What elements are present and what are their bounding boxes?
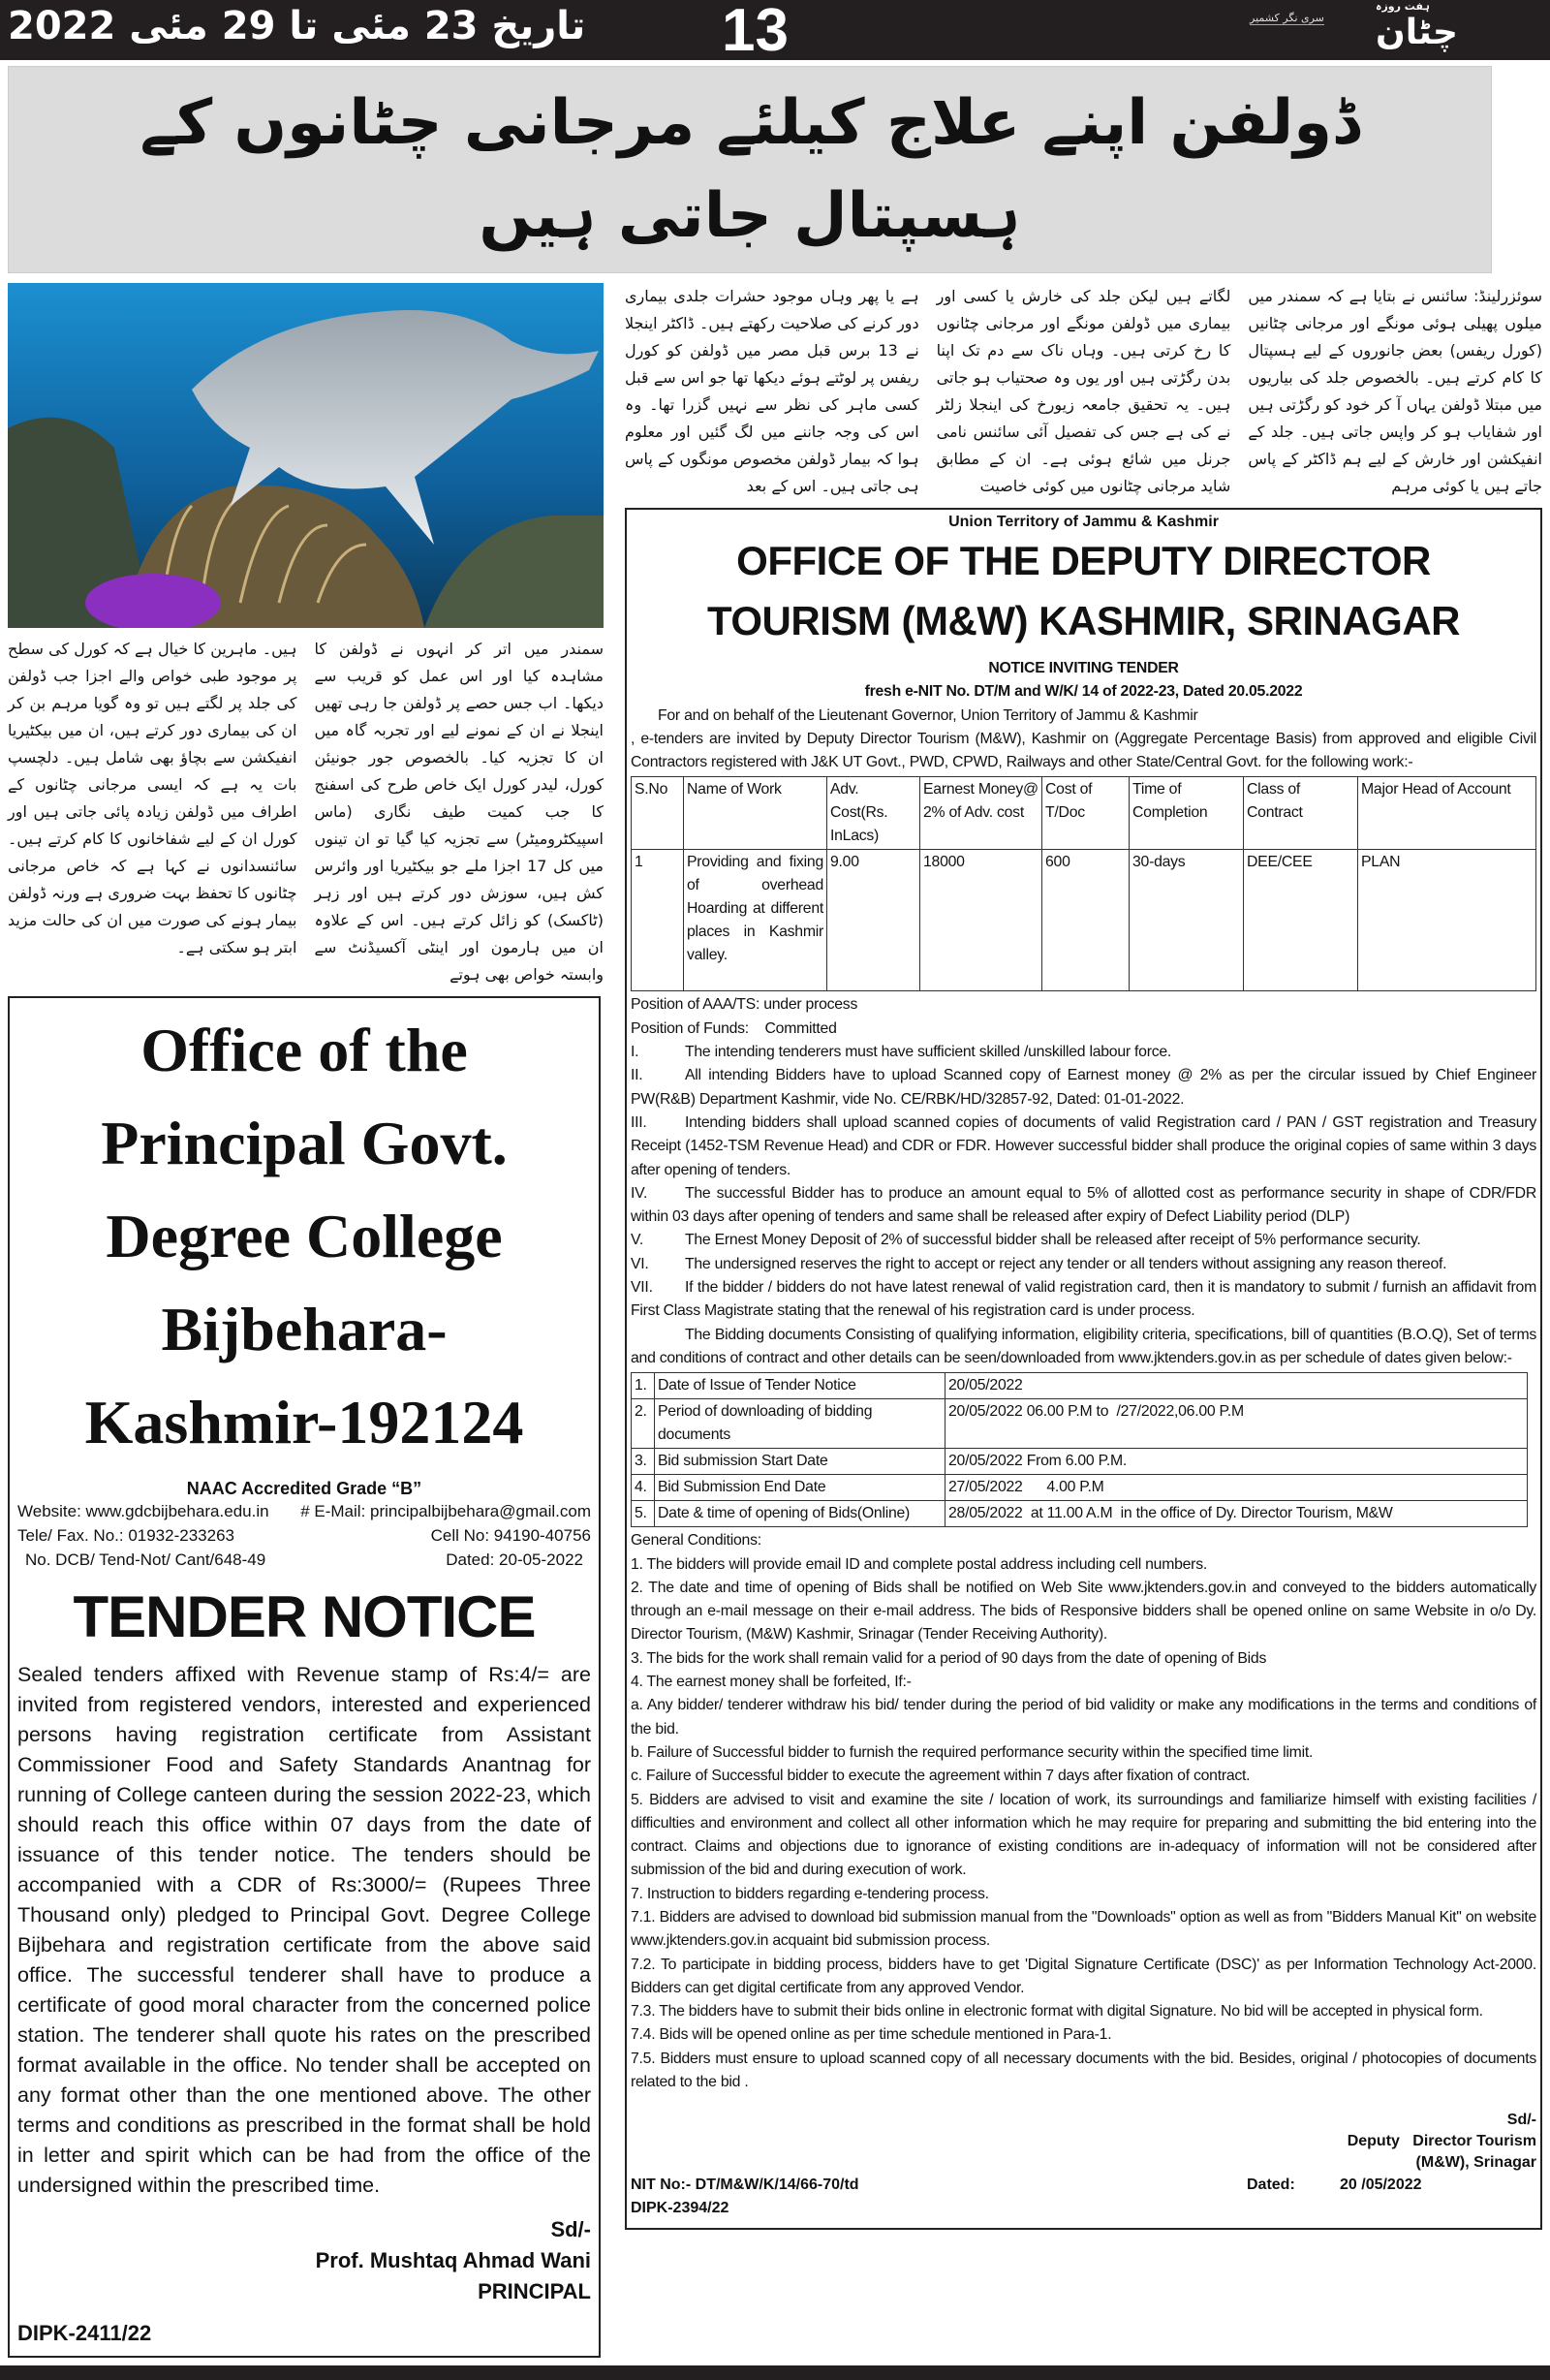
clauses-list xyxy=(631,1041,1536,1324)
cell: 18000 xyxy=(920,850,1042,991)
clause-text: The Ernest Money Deposit of 2% of successful bidder shall be released after receipt of 5% performance security. xyxy=(685,1232,1421,1249)
page-number: 13 xyxy=(722,0,789,64)
cell: 28/05/2022 at 11.00 A.M in the office of Dy. Director Tourism, M&W xyxy=(946,1501,1528,1527)
general-condition: 7. Instruction to bidders regarding e-tendering process. xyxy=(631,1885,989,1902)
cell: PLAN xyxy=(1358,850,1536,991)
general-condition: 7.4. Bids will be opened online as per time schedule mentioned in Para-1. xyxy=(631,2026,1112,2044)
signature-sd: Sd/- xyxy=(1506,2112,1536,2129)
cell: 5. xyxy=(632,1501,655,1527)
title-line: Bijbehara- xyxy=(161,1295,448,1363)
cell: 1. xyxy=(632,1373,655,1399)
cell: 4. xyxy=(632,1475,655,1501)
cell: Providing and fixing of overhead Hoarding at different places in Kashmir valley. xyxy=(684,850,827,991)
table-row xyxy=(632,1501,1528,1527)
footer-bar xyxy=(0,2365,1550,2380)
clause xyxy=(631,1276,1536,1324)
general-condition: 3. The bids for the work shall remain valid for a period of 90 days from the date of opening of Bids xyxy=(631,1649,1267,1667)
table-row xyxy=(632,1373,1528,1399)
clause-text: Intending bidders shall upload scanned copies of documents of valid Registration card / PAN / GST registration and Treasury Receipt (1452-TSM Revenue Head) and CDR or FDR. However successful bidder shall produce the original copies of same within 3 days after opening of tenders. xyxy=(631,1113,1536,1178)
title-line: Degree College xyxy=(106,1202,503,1270)
title-line: Kashmir-192124 xyxy=(84,1388,524,1456)
general-condition: 7.2. To participate in bidding process, bidders have to get 'Digital Signature Certificate (DSC)' as per Information Technology Act-2000. Bidders can get digital certificate from any approved Vendor. xyxy=(631,1956,1536,1996)
general-condition: b. Failure of Successful bidder to furnish the required performance security within the specified time limit. xyxy=(631,1743,1314,1761)
newspaper-logo xyxy=(1376,0,1458,52)
cell: 3. xyxy=(632,1449,655,1475)
dipk-number: DIPK-2394/22 xyxy=(631,2200,729,2217)
general-condition: 7.1. Bidders are advised to download bid submission manual from the "Downloads" option as well as from "Bidders Manual Kit" on website www.jktenders.gov.in acquaint bid submission process. xyxy=(631,1908,1536,1950)
clause-number: VI. xyxy=(631,1255,649,1272)
cell: 9.00 xyxy=(827,850,920,991)
cell: 600 xyxy=(1042,850,1130,991)
col-header: Name of Work xyxy=(684,777,827,850)
work-table xyxy=(631,776,1536,991)
intro-line-2: , e-tenders are invited by Deputy Director Tourism (M&W), Kashmir on (Aggregate Percentage Basis) from approved and eligible Civil Contractors registered with J&K UT Govt., PWD, CPWD, Railways and other State/Central Govt. for the following work:- xyxy=(631,730,1536,771)
intro-line-1: For and on behalf of the Lieutenant Governor, Union Territory of Jammu & Kashmir xyxy=(658,706,1198,724)
general-conditions-list xyxy=(631,1553,1536,2095)
clause-number: IV. xyxy=(631,1184,648,1202)
col-header: Time of Completion xyxy=(1130,777,1244,850)
signature-sd: Sd/- xyxy=(550,2217,591,2241)
clause xyxy=(631,1229,1536,1252)
general-condition: a. Any bidder/ tenderer withdraw his bid/ tender during the period of bid validity or make any modifications in the terms and conditions of the bid. xyxy=(631,1697,1536,1738)
general-condition: 7.3. The bidders have to submit their bids online in electronic format with digital Signature. No bid will be accepted in physical form. xyxy=(631,2003,1483,2020)
right-column xyxy=(625,283,1542,2230)
dipk-number: DIPK-2411/22 xyxy=(17,2321,152,2345)
dated-value: 20 /05/2022 xyxy=(1340,2176,1422,2194)
col-header: Major Head of Account xyxy=(1358,777,1536,850)
nit-title: NOTICE INVITING TENDER xyxy=(988,660,1179,676)
table-row xyxy=(632,1475,1528,1501)
article-column-4: سمندر میں اتر کر انہوں نے ڈولفن کا مشاہدہ کیا اور اس عمل کو قریب سے دیکھا۔ اب جس حصے پر ڈولفن جا رہی تھیں اینجلا نے ان کے نمونے لیے اور تجربہ گاہ میں ان کا تجزیہ کیا۔ بالخصوص جور جونیئن کورل، لیدر کورل ایک خاص طرح کی اسفنج کا جب کمیت طیف نگاری (ماس اسپیکٹرومیٹر) سے تجزیہ کیا گیا تو ان تینوں میں کل 17 اجزا ملے جو بیکٹیریا اور وائرس کش ہیں، سوزش دور کرتے ہیں اور زہر (ٹاکسک) کو زائل کرتے ہیں۔ اس کے علاوہ ان میں ہارمون اور اینٹی آکسیڈنٹ سے وابستہ خواص بھی ہوتے xyxy=(314,640,604,984)
cell: 30-days xyxy=(1130,850,1244,991)
general-condition: 1. The bidders will provide email ID and complete postal address including cell numbers. xyxy=(631,1555,1207,1573)
cell: Period of downloading of bidding documents xyxy=(655,1399,946,1449)
bidding-documents-text: The Bidding documents Consisting of qualifying information, eligibility criteria, specifications, bill of quantities (B.O.Q), Set of terms and conditions of contract and other details can be seen/downloaded from www.jktenders.gov.in as per schedule of dates given below:- xyxy=(631,1326,1536,1366)
col-header: Earnest Money@ 2% of Adv. cost xyxy=(920,777,1042,850)
college-tele: Tele/ Fax. No.: 01932-233263 xyxy=(17,1526,234,1545)
cell: 20/05/2022 06.00 P.M to /27/2022,06.00 P.M xyxy=(946,1399,1528,1449)
logo-subtitle: ہفت روزہ xyxy=(1376,0,1430,13)
signatory-name: Prof. Mushtaq Ahmad Wani xyxy=(315,2248,591,2272)
article-top-row xyxy=(625,283,1542,500)
general-condition: 7.5. Bidders must ensure to upload scanned copy of all necessary documents with the bid. Besides, original / photocopies of documents related to the bid . xyxy=(631,2050,1536,2091)
left-column xyxy=(8,283,604,2358)
general-conditions-title: General Conditions: xyxy=(631,1532,761,1550)
college-dated: Dated: 20-05-2022 xyxy=(446,1550,583,1569)
naac-grade: NAAC Accredited Grade “B” xyxy=(186,1479,422,1498)
general-condition: 2. The date and time of opening of Bids shall be notified on Web Site www.jktenders.gov.in and conveyed to the bidders automatically through an e-mail message on their e-mail address. The bids of Responsive bidders shall be opened online on same Website in o/o Dy. Director Tourism, (M&W) Kashmir, Srinagar (Tender Receiving Authority). xyxy=(631,1579,1536,1644)
clause-number: V. xyxy=(631,1232,643,1249)
tender-notice-title: TENDER NOTICE xyxy=(73,1584,536,1649)
clause xyxy=(631,1253,1536,1276)
clause xyxy=(631,1112,1536,1182)
article-column-5: ہیں۔ ماہرین کا خیال ہے کہ کورل کی سطح پر موجود طبی خواص والے اجزا جب ڈولفن کی جلد پر لگتے ہیں تو وہ گویا مرہم بن کر ان کی بیماری دور کرتے ہیں، ان میں بیکٹیریا انفیکشن سے بچاؤ بھی شامل ہیں۔ دلچسپ بات یہ ہے کہ ایسی مرجانی چٹانوں کے اطراف میں ڈولفن زیادہ پائی جاتی ہیں اور کورل ان کے لیے شفاخانوں کا کام کرتے ہیں۔ سائنسدانوں نے کہا ہے کہ خاص مرجانی چٹانوں کا تحفظ بہت ضروری ہے ورنہ ڈولفن بیمار ہونے کی صورت میں ان کی حالت مزید ابتر ہو سکتی ہے۔ xyxy=(8,640,297,956)
clause-text: The undersigned reserves the right to accept or reject any tender or all tenders without assigning any reason thereof. xyxy=(685,1255,1447,1272)
tender-notice-body: Sealed tenders affixed with Revenue stamp of Rs:4/= are invited from registered vendors, interested and experienced persons having registration certificate from Assistant Commissioner Food and Safety Standards Anantnag for running of College canteen during the session 2022-23, which should reach this office within 07 days from the date of issuance of this tender notice. The tenders should be accompanied with a CDR of Rs:3000/= (Rupees Three Thousand only) pledged to Principal Govt. Degree College Bijbehara and registration certificate from the above said office. The successful tenderer shall have to produce a certificate of good moral character from the concerned police station. The tenderer shall quote his rates on the prescribed format available in the office. No tender shall be accepted on any format other than the one mentioned above. The other terms and conditions as prescribed in the format shall be hold in letter and spirit which can be had from the office of the undersigned within the prescribed time. xyxy=(17,1663,591,2197)
col-header: S.No xyxy=(632,777,684,850)
signatory-designation: PRINCIPAL xyxy=(478,2279,591,2303)
table-row xyxy=(632,1399,1528,1449)
signatory-line-1: Deputy Director Tourism xyxy=(1347,2133,1536,2150)
schedule-table xyxy=(631,1372,1528,1527)
article-bottom-row xyxy=(8,636,604,988)
clause-number: III. xyxy=(631,1113,647,1131)
college-website: Website: www.gdcbijbehara.edu.in xyxy=(17,1502,269,1520)
cell: 2. xyxy=(632,1399,655,1449)
nit-reference: NIT No:- DT/M&W/K/14/66-70/td xyxy=(631,2176,859,2194)
table-row xyxy=(632,1449,1528,1475)
general-condition: 4. The earnest money shall be forfeited, If:- xyxy=(631,1674,912,1691)
table-row xyxy=(632,850,1536,991)
clause-text: The intending tenderers must have sufficient skilled /unskilled labour force. xyxy=(685,1044,1172,1061)
aaa-position: Position of AAA/TS: under process xyxy=(631,996,858,1014)
college-ref-no: No. DCB/ Tend-Not/ Cant/648-49 xyxy=(25,1550,266,1569)
headline: ڈولفن اپنے علاج کیلئے مرجانی چٹانوں کے ہسپتال جاتی ہیں xyxy=(8,66,1492,273)
office-title-line-2: TOURISM (M&W) KASHMIR, SRINAGAR xyxy=(706,598,1460,643)
cell: Date & time of opening of Bids(Online) xyxy=(655,1501,946,1527)
general-condition: 5. Bidders are advised to visit and examine the site / location of work, its surroundings and familiarize himself with existing facilities / difficulties and environment and collect all other information which he may require for preparing and submitting the bid entering into the contract. Claims and objections due to ignorance of existing conditions are in-adequacy of information will not be considered after submission of the bid and during execution of work. xyxy=(631,1791,1536,1879)
page-body xyxy=(0,273,1550,2358)
college-cell: Cell No: 94190-40756 xyxy=(430,1526,591,1545)
dolphin-coral-photo xyxy=(8,283,604,628)
clause xyxy=(631,1064,1536,1112)
cell: 20/05/2022 From 6.00 P.M. xyxy=(946,1449,1528,1475)
college-office-title xyxy=(17,1004,591,1469)
logo-text: چٹان xyxy=(1376,13,1458,52)
issue-date: تاریخ 23 مئی تا 29 مئی 2022 xyxy=(8,4,586,48)
union-territory-label: Union Territory of Jammu & Kashmir xyxy=(948,514,1219,530)
col-header: Cost of T/Doc xyxy=(1042,777,1130,850)
dated-label: Dated: xyxy=(1247,2176,1295,2194)
general-condition: c. Failure of Successful bidder to execute the agreement within 7 days after fixation of contract. xyxy=(631,1768,1251,1785)
article-column-3: ہے یا پھر وہاں موجود حشرات جلدی بیماری دور کرنے کی صلاحیت رکھتے ہیں۔ ڈاکٹر اینجلا نے 13 برس قبل مصر میں ڈولفن کو کورل ریفس پر لوٹتے ہوئے دیکھا تھا جو اس سے قبل کسی ماہر کی نظر سے نہیں گزرا تھا۔ وہ اس کی وجہ جاننے میں لگ گئیں اور معلوم ہوا کہ بیمار ڈولفن مخصوص مونگوں کے پاس ہی جاتی ہیں۔ اس کے بعد xyxy=(624,287,919,495)
title-line: Office of the xyxy=(140,1016,468,1084)
clause xyxy=(631,1041,1536,1064)
clause-text: The successful Bidder has to produce an amount equal to 5% of allotted cost as performance security in shape of CDR/FDR within 03 days after opening of tenders and same shall be released after expiry of Defect Liability period (DLP) xyxy=(631,1184,1536,1226)
cell: 20/05/2022 xyxy=(946,1373,1528,1399)
tourism-tender-notice xyxy=(625,508,1542,2230)
col-header: Adv. Cost(Rs. InLacs) xyxy=(827,777,920,850)
cell: Bid Submission End Date xyxy=(655,1475,946,1501)
clause xyxy=(631,1182,1536,1230)
college-tender-notice xyxy=(8,996,601,2358)
article-column-1: سوئزرلینڈ: سائنس نے بتایا ہے کہ سمندر میں میلوں پھیلی ہوئی مونگے اور مرجانی چٹانیں (کورل ریفس) بعض جانوروں کے لیے ہسپتال کا کام کرتے ہیں۔ بالخصوص جلد کی بیاریوں میں مبتلا ڈولفن یہاں آ کر خود کو رگڑتی ہیں اور شفایاب ہو کر واپس جاتی ہیں۔ جلد کے انفیکشن اور خارش کے لیے ہم ڈاکٹر کے پاس جاتے ہیں یا کوئی مرہم xyxy=(1248,287,1542,495)
cell: 27/05/2022 4.00 P.M xyxy=(946,1475,1528,1501)
title-line: Principal Govt. xyxy=(101,1109,508,1177)
office-title-line-1: OFFICE OF THE DEPUTY DIRECTOR xyxy=(736,538,1431,583)
cell: Bid submission Start Date xyxy=(655,1449,946,1475)
nit-number: fresh e-NIT No. DT/M and W/K/ 14 of 2022-23, Dated 20.05.2022 xyxy=(864,683,1303,701)
col-header: Class of Contract xyxy=(1244,777,1358,850)
signatory-line-2: (M&W), Srinagar xyxy=(1415,2154,1536,2172)
clause-number: I. xyxy=(631,1044,639,1061)
college-email: # E-Mail: principalbijbehara@gmail.com xyxy=(300,1502,591,1520)
clause-text: If the bidder / bidders do not have latest renewal of valid registration card, then it is mandatory to submit / furnish an affidavit from First Class Magistrate stating that the renewal of his registration card is under process. xyxy=(631,1279,1536,1320)
clause-number: II. xyxy=(631,1067,643,1084)
clause-text: All intending Bidders have to upload Scanned copy of Earnest money @ 2% as per the circular issued by Chief Engineer PW(R&B) Department Kashmir, vide No. CE/RBK/HD/32857-92, Dated: 01-01-2022. xyxy=(631,1067,1536,1108)
funds-position: Position of Funds: Committed xyxy=(631,1019,837,1037)
cell: 1 xyxy=(632,850,684,991)
cell: DEE/CEE xyxy=(1244,850,1358,991)
article-column-2: لگاتے ہیں لیکن جلد کی خارش یا کسی اور بیماری میں ڈولفن مونگے اور مرجانی چٹانوں کا رخ کرتی ہیں۔ وہاں ناک سے دم تک اپنا بدن رگڑتی ہیں اور یوں وہ صحتیاب ہو جاتی ہیں۔ یہ تحقیق جامعہ زیورخ کی اینجلا زلٹر نے کی ہے جس کی تفصیل آئی سائنس نامی جرنل میں شائع ہوئی ہے۔ ان کے مطابق شاید مرجانی چٹانوں میں کوئی خاصیت xyxy=(936,287,1231,495)
clause-number: VII. xyxy=(631,1279,653,1297)
masthead-bar xyxy=(0,0,1550,64)
cell: Date of Issue of Tender Notice xyxy=(655,1373,946,1399)
masthead-tagline: سری نگر کشمیر xyxy=(1250,12,1324,24)
